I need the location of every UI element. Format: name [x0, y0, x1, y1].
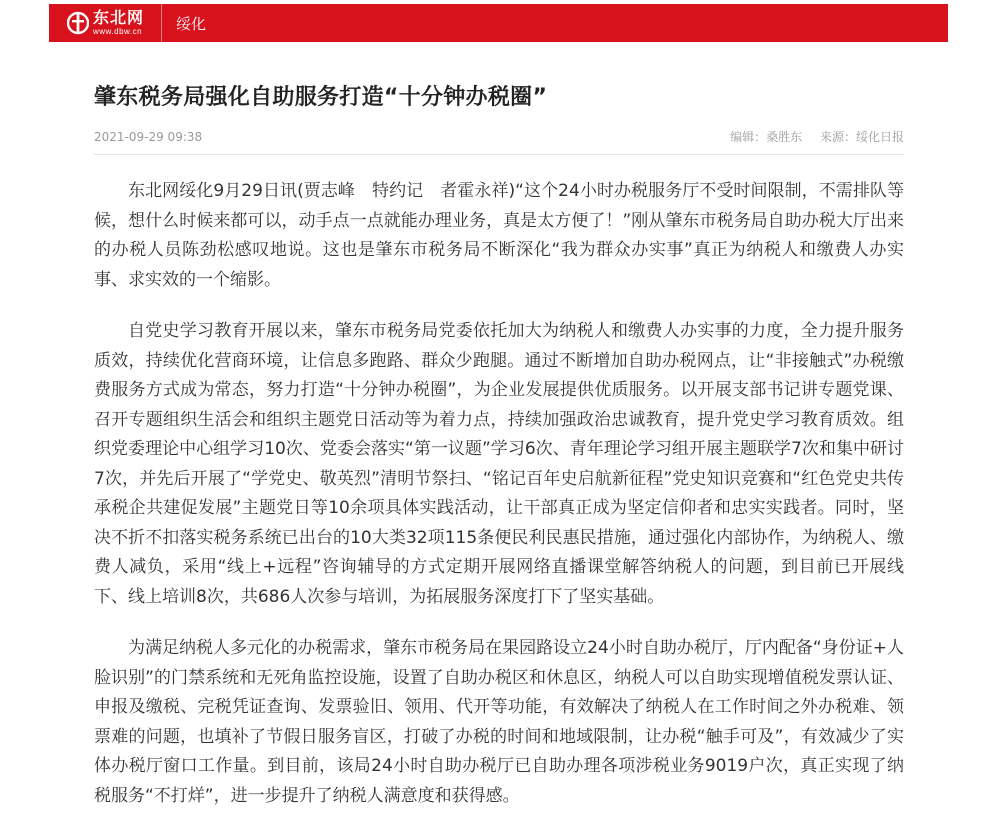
- site-logo[interactable]: [49, 4, 161, 42]
- logo-name: 东北网: [93, 8, 145, 27]
- logo-emblem-icon: [67, 11, 89, 35]
- article-editor: 编辑：桑胜东: [730, 130, 803, 144]
- site-header: [49, 4, 948, 42]
- article: [94, 74, 904, 833]
- article-title: 肇东税务局强化自助服务打造“十分钟办税圈”: [94, 85, 548, 110]
- article-paragraph-2: 自党史学习教育开展以来，肇东市税务局党委依托加大为纳税人和缴费人办实事的力度，全力提升服务质效，持续优化营商环境，让信息多跑路、群众少跑腿。通过不断增加自助办税网点，让“非接触式”办税缴费服务方式成为常态，努力打造“十分钟办税圈”，为企业发展提供优质服务。以开展支部书记讲专题党课、召开专题组织生活会和组织主题党日活动等为着力点，持续加强政治忠诚教育，提升党史学习教育质效。组织党委理论中心组学习10次、党委会落实“第一议题”学习6次、青年理论学习组开展主题联学7次和集中研讨7次，并先后开展了“学党史、敬英烈”清明节祭扫、“铭记百年史启航新征程”党史知识竞赛和“红色党史共传承税企共建促发展”主题党日等10余项具体实践活动，让干部真正成为坚定信仰者和忠实实践者。同时，坚决不折不扣落实税务系统已出台的10大类32项115条便民利民惠民措施，通过强化内部协作，为纳税人、缴费人减负，采用“线上+远程”咨询辅导的方式定期开展网络直播课堂解答纳税人的问题，到目前已开展线下、线上培训8次，共686人次参与培训，为拓展服务深度打下了坚实基础。: [94, 321, 904, 607]
- article-source: 来源：绥化日报: [819, 130, 904, 144]
- article-paragraph-1: 东北网绥化9月29日讯(贾志峰 特约记 者霍永祥)“这个24小时办税服务厅不受时间限制，不需排队等候，想什么时候来都可以，动手点一点就能办理业务，真是太方便了！”刚从肇东市税务局自助办税大厅出来的办税人员陈劲松感叹地说。这也是肇东市税务局不断深化“我为群众办实事”真正为纳税人和缴费人办实事、求实效的一个缩影。: [94, 181, 904, 290]
- publish-date: 2021-09-29 09:38: [94, 129, 203, 144]
- article-meta: [94, 128, 904, 155]
- article-paragraph-3: 为满足纳税人多元化的办税需求，肇东市税务局在果园路设立24小时自助办税厅，厅内配备“身份证+人脸识别”的门禁系统和无死角监控设施，设置了自助办税区和休息区，纳税人可以自助实现增值税发票认证、申报及缴税、完税凭证查询、发票验旧、领用、代开等功能，有效解决了纳税人在工作时间之外办税难、领票难的问题，也填补了节假日服务盲区，打破了办税的时间和地域限制，让办税“触手可及”，有效减少了实体办税厅窗口工作量。到目前，该局24小时自助办税厅已自助办理各项涉税业务9019户次，真正实现了纳税服务“不打烊”，进一步提升了纳税人满意度和获得感。: [94, 638, 904, 806]
- article-body: [94, 177, 904, 811]
- logo-url: www.dbw.cn: [93, 27, 143, 36]
- channel-link-suihua[interactable]: 绥化: [176, 14, 207, 33]
